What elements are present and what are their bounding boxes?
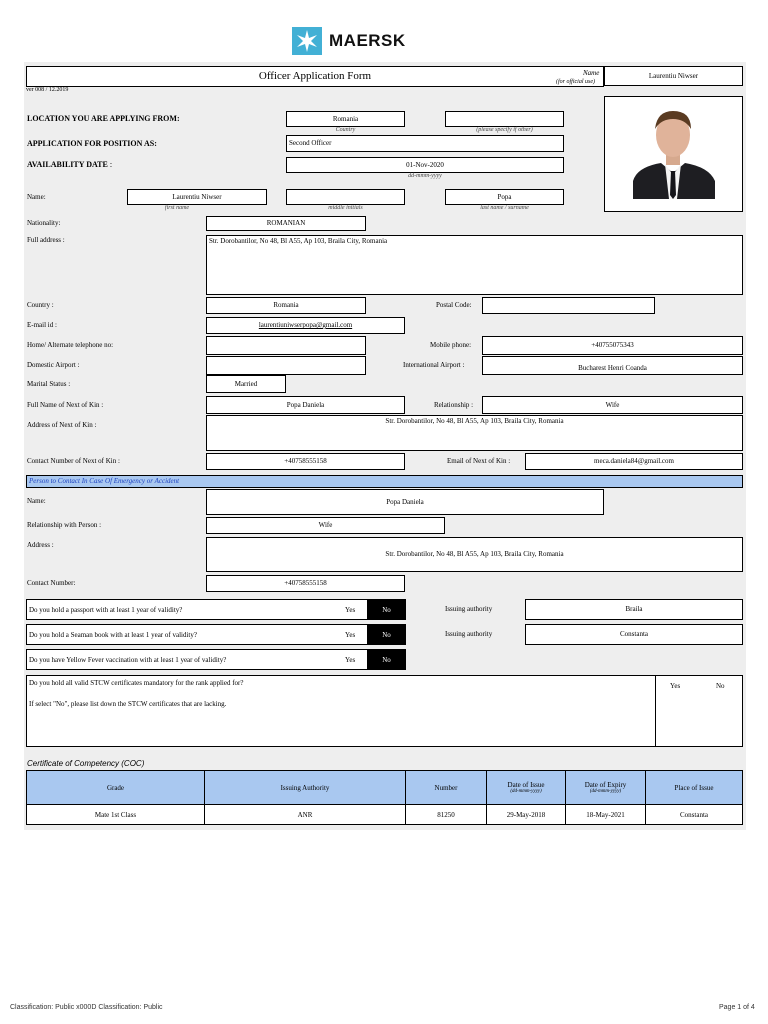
home-phone-field[interactable] bbox=[206, 336, 366, 355]
domestic-airport-label: Domestic Airport : bbox=[27, 361, 80, 369]
official-name-field[interactable]: Laurentiu Niwser bbox=[604, 66, 743, 86]
coc-authority-cell[interactable]: ANR bbox=[205, 805, 406, 825]
availability-format: dd-mmm-yyyy bbox=[408, 173, 442, 179]
coc-doe-cell[interactable]: 18-May-2021 bbox=[566, 805, 646, 825]
stcw-no-option[interactable]: No bbox=[716, 682, 725, 690]
postal-label: Postal Code: bbox=[436, 301, 472, 309]
yellow-yes-option[interactable]: Yes bbox=[345, 656, 356, 664]
stcw-yes-option[interactable]: Yes bbox=[670, 682, 681, 690]
nationality-field[interactable]: ROMANIAN bbox=[206, 216, 366, 231]
location-label: LOCATION YOU ARE APPLYING FROM: bbox=[27, 114, 180, 123]
email-field[interactable]: laurentiuniwserpopa@gmail.com bbox=[206, 317, 405, 334]
intl-airport-label: International Airport : bbox=[403, 361, 465, 369]
coc-header-doi-format: (dd-mmm-yyyy) bbox=[510, 789, 542, 794]
coc-header-place: Place of Issue bbox=[646, 771, 743, 805]
nationality-label: Nationality: bbox=[27, 219, 61, 227]
coc-data-row bbox=[27, 805, 743, 825]
home-phone-label: Home/ Alternate telephone no: bbox=[27, 341, 114, 349]
kin-email-label: Email of Next of Kin : bbox=[447, 457, 511, 465]
mobile-label: Mobile phone: bbox=[430, 341, 472, 349]
location-other-field[interactable] bbox=[445, 111, 564, 127]
applicant-photo bbox=[604, 96, 743, 212]
emergency-header-text: Person to Contact In Case Of Emergency or Accident bbox=[29, 477, 180, 485]
seaman-no-option[interactable]: No bbox=[367, 625, 406, 644]
classification-footer: Classification: Public x000D Classification: Public bbox=[10, 1004, 163, 1011]
passport-no-option[interactable]: No bbox=[367, 600, 406, 619]
coc-doi-cell[interactable]: 29-May-2018 bbox=[487, 805, 566, 825]
kin-address-label: Address of Next of Kin : bbox=[27, 421, 97, 429]
coc-number-cell[interactable]: 81250 bbox=[406, 805, 487, 825]
coc-header-grade: Grade bbox=[27, 771, 205, 805]
emergency-name-label: Name: bbox=[27, 497, 46, 505]
version-label: ver 008 / 12.2019 bbox=[26, 87, 69, 93]
emergency-address-field[interactable]: Str. Dorobantilor, No 48, Bl A55, Ap 103, Braila City, Romania bbox=[206, 537, 743, 572]
first-name-field[interactable]: Laurentiu Niwser bbox=[127, 189, 267, 205]
coc-header-doe-format: (dd-mmm-yyyy) bbox=[589, 789, 622, 794]
passport-yes-option[interactable]: Yes bbox=[345, 606, 356, 614]
position-field[interactable]: Second Officer bbox=[286, 135, 564, 152]
coc-grade-cell[interactable]: Mate 1st Class bbox=[27, 805, 205, 825]
location-other-caption: (please specify if other) bbox=[476, 127, 533, 133]
kin-name-label: Full Name of Next of Kin : bbox=[27, 401, 104, 409]
coc-table bbox=[26, 770, 743, 825]
form-title-box bbox=[26, 66, 604, 87]
coc-header-authority: Issuing Authority bbox=[205, 771, 406, 805]
passport-question: Do you hold a passport with at least 1 year of validity? bbox=[29, 606, 183, 614]
brand-name: MAERSK bbox=[329, 31, 406, 50]
emergency-address-label: Address : bbox=[27, 541, 54, 549]
country-field[interactable]: Romania bbox=[206, 297, 366, 314]
name-label: Name: bbox=[27, 193, 46, 201]
stcw-answer-box bbox=[655, 675, 743, 747]
emergency-contact-field[interactable]: +40758555158 bbox=[206, 575, 405, 592]
full-address-field[interactable]: Str. Dorobantilor, No 48, Bl A55, Ap 103, Braila City, Romania bbox=[206, 235, 743, 295]
location-country-caption: Country bbox=[335, 127, 356, 133]
middle-name-caption: middle initials bbox=[328, 205, 363, 211]
coc-header-doe bbox=[566, 771, 646, 805]
email-label: E-mail id : bbox=[27, 321, 57, 329]
kin-contact-label: Contact Number of Next of Kin : bbox=[27, 457, 120, 465]
person-portrait-icon bbox=[605, 97, 742, 211]
country-label: Country : bbox=[27, 301, 54, 309]
coc-header-doe-label: Date of Expiry bbox=[584, 781, 627, 789]
mobile-field[interactable]: +40755075343 bbox=[482, 336, 743, 355]
official-use-label: (for official use) bbox=[556, 79, 595, 85]
form-title: Officer Application Form bbox=[258, 70, 372, 82]
seaman-authority-field[interactable]: Constanta bbox=[525, 624, 743, 645]
kin-address-field[interactable]: Str. Dorobantilor, No 48, Bl A55, Ap 103, Braila City, Romania bbox=[206, 415, 743, 451]
first-name-caption: first name bbox=[164, 205, 190, 211]
kin-relation-field[interactable]: Wife bbox=[482, 396, 743, 414]
kin-name-field[interactable]: Popa Daniela bbox=[206, 396, 405, 414]
coc-title: Certificate of Competency (COC) bbox=[27, 759, 145, 768]
kin-contact-field[interactable]: +40758555158 bbox=[206, 453, 405, 470]
domestic-airport-field[interactable] bbox=[206, 356, 366, 375]
marital-field[interactable]: Married bbox=[206, 375, 286, 393]
maersk-logo bbox=[292, 27, 406, 55]
passport-question-row bbox=[26, 599, 406, 620]
emergency-name-field[interactable]: Popa Daniela bbox=[206, 489, 604, 515]
availability-field[interactable]: 01-Nov-2020 bbox=[286, 157, 564, 173]
location-country-field[interactable]: Romania bbox=[286, 111, 405, 127]
availability-label-text: AVAILABILITY DATE bbox=[27, 160, 108, 169]
coc-header-row bbox=[27, 771, 743, 805]
emergency-contact-label: Contact Number: bbox=[27, 579, 76, 587]
availability-label-colon: : bbox=[109, 160, 113, 169]
emergency-relation-label: Relationship with Person : bbox=[27, 521, 102, 529]
seaman-yes-option[interactable]: Yes bbox=[345, 631, 356, 639]
middle-name-field[interactable] bbox=[286, 189, 405, 205]
kin-relation-label: Relationship : bbox=[434, 401, 474, 409]
page-number: Page 1 of 4 bbox=[719, 1004, 755, 1011]
postal-field[interactable] bbox=[482, 297, 655, 314]
yellow-no-option[interactable]: No bbox=[367, 650, 406, 669]
coc-header-number: Number bbox=[406, 771, 487, 805]
stcw-question: Do you hold all valid STCW certificates mandatory for the rank applied for? bbox=[29, 679, 244, 687]
full-address-label: Full address : bbox=[27, 236, 65, 244]
stcw-question-box bbox=[26, 675, 656, 747]
coc-header-doi bbox=[487, 771, 566, 805]
emergency-relation-field[interactable]: Wife bbox=[206, 517, 445, 534]
availability-label bbox=[27, 160, 112, 169]
yellow-question: Do you have Yellow Fever vaccination with at least 1 year of validity? bbox=[29, 656, 227, 664]
name-label-official: Name bbox=[583, 69, 600, 77]
maersk-star-icon bbox=[292, 27, 322, 55]
seaman-question-row bbox=[26, 624, 406, 645]
stcw-note: If select "No", please list down the STCW certificates that are lacking. bbox=[29, 700, 227, 708]
passport-authority-field[interactable]: Braila bbox=[525, 599, 743, 620]
emergency-header bbox=[26, 475, 743, 488]
seaman-question: Do you hold a Seaman book with at least 1 year of validity? bbox=[29, 631, 197, 639]
marital-label: Marital Status : bbox=[27, 380, 71, 388]
yellow-question-row bbox=[26, 649, 406, 670]
kin-email-field[interactable]: meca.daniela84@gmail.com bbox=[525, 453, 743, 470]
coc-header-doi-label: Date of Issue bbox=[507, 781, 545, 789]
coc-place-cell[interactable]: Constanta bbox=[646, 805, 743, 825]
passport-issuing-label: Issuing authority bbox=[445, 605, 493, 613]
seaman-issuing-label: Issuing authority bbox=[445, 630, 493, 638]
last-name-caption: last name / surname bbox=[480, 205, 529, 211]
intl-airport-field[interactable]: Bucharest Henri Coanda bbox=[482, 356, 743, 375]
last-name-field[interactable]: Popa bbox=[445, 189, 564, 205]
position-label: APPLICATION FOR POSITION AS: bbox=[27, 139, 157, 148]
